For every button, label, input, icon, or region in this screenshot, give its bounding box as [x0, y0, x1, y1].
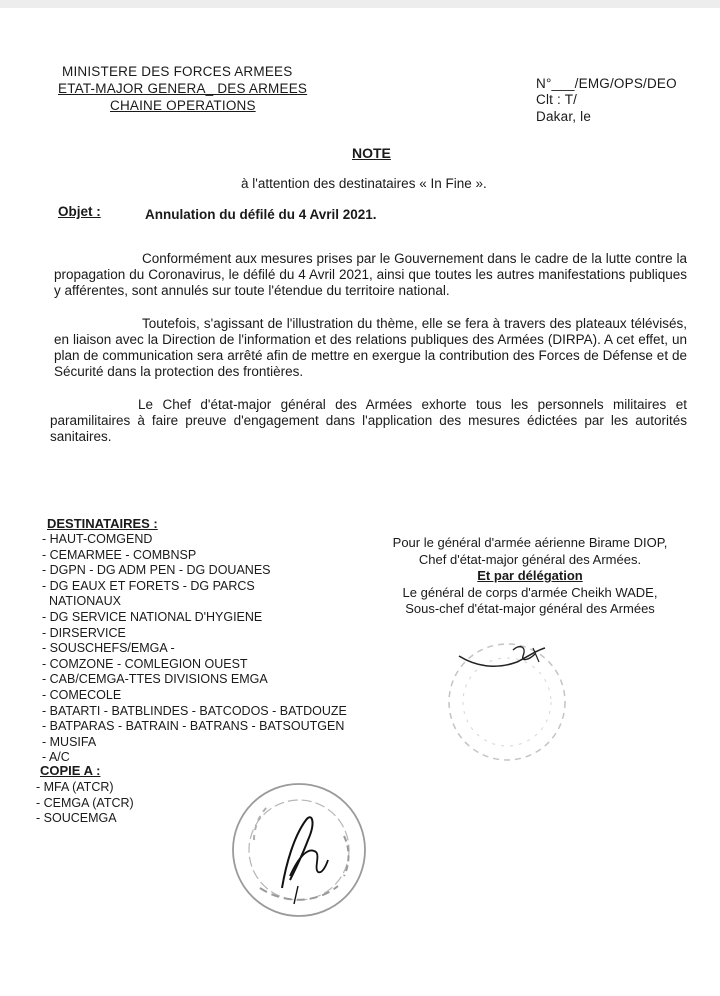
signature-line: Pour le général d'armée aérienne Birame DIOP, [392, 535, 668, 550]
list-item: - CAB/CEMGA-TTES DIVISIONS EMGA [42, 672, 268, 687]
signature-line: Le général de corps d'armée Cheikh WADE, [402, 584, 658, 600]
list-item: - CEMARMEE - COMBNSP [42, 547, 197, 562]
object-text: Annulation du défilé du 4 Avril 2021. [145, 207, 377, 222]
classification: Clt : T/ [536, 92, 578, 107]
body-paragraph: Toutefois, s'agissant de l'illustration du thème, elle se fera à travers des plateaux télévisés, en liaison avec la Direction de l'information et des relations publiques des Armées (DIRPA). A cet effet, un plan de communication sera arrêté afin de mettre en exergue la contribution des Forces de Défense et de Sécurité dans la protection des frontières. [54, 316, 687, 379]
signature-line: Chef d'état-major général des Armées. [418, 551, 642, 567]
list-item: - COMZONE - COMLEGION OUEST [42, 656, 248, 671]
staff-name: ETAT-MAJOR GENERA_ DES ARMEES [58, 81, 308, 96]
list-item: - HAUT-COMGEND [42, 532, 153, 546]
list-item: - SOUCEMGA [36, 811, 117, 826]
chain-name: CHAINE OPERATIONS [110, 98, 256, 113]
list-item: NATIONAUX [42, 594, 121, 609]
page-title: NOTE [352, 145, 391, 161]
body-paragraph: Conformément aux mesures prises par le Gouvernement dans le cadre de la lutte contre la propagation du Coronavirus, le défilé du 4 Avril 2021, ainsi que toutes les autres manifestations publiques y afférentes, sont annulés sur toute l'étendue du territoire national. [54, 251, 687, 298]
signature-block [360, 535, 700, 618]
list-item: - MFA (ATCR) [36, 780, 114, 794]
delegation-label: Et par délégation [477, 568, 583, 583]
list-item: - SOUSCHEFS/EMGA - [42, 641, 175, 656]
recipients-title: DESTINATAIRES : [47, 516, 158, 531]
list-item: - DG EAUX ET FORETS - DG PARCS [42, 578, 255, 593]
official-stamp [224, 776, 374, 926]
list-item: - DGPN - DG ADM PEN - DG DOUANES [42, 563, 271, 578]
list-item: - DIRSERVICE [42, 625, 126, 640]
list-item: - BATARTI - BATBLINDES - BATCODOS - BATDOUZE [42, 703, 347, 718]
list-item: - BATPARAS - BATRAIN - BATRANS - BATSOUTGEN [42, 719, 345, 734]
copy-list [36, 780, 134, 827]
reference-number: N°___/EMG/OPS/DEO [536, 76, 677, 91]
list-item: - COMECOLE [42, 687, 122, 702]
recipients-list [42, 532, 347, 766]
list-item: - MUSIFA [42, 734, 97, 749]
object-label: Objet : [58, 204, 101, 219]
official-stamp [445, 632, 575, 772]
place-date: Dakar, le [536, 109, 592, 124]
attention-line: à l'attention des destinataires « In Fine ». [241, 176, 487, 191]
copy-title: COPIE A : [40, 763, 101, 778]
list-item: - A/C [42, 750, 70, 765]
list-item: - CEMGA (ATCR) [36, 795, 134, 810]
signature-line: Sous-chef d'état-major général des Armées [405, 601, 655, 616]
ministry-name: MINISTERE DES FORCES ARMEES [62, 64, 293, 79]
body-paragraph: Le Chef d'état-major général des Armées exhorte tous les personnels militaires et paramilitaires à faire preuve d'engagement dans l'application des mesures édictées par les autorités sanitaires. [50, 397, 687, 444]
list-item: - DG SERVICE NATIONAL D'HYGIENE [42, 609, 263, 624]
top-edge [0, 0, 720, 8]
